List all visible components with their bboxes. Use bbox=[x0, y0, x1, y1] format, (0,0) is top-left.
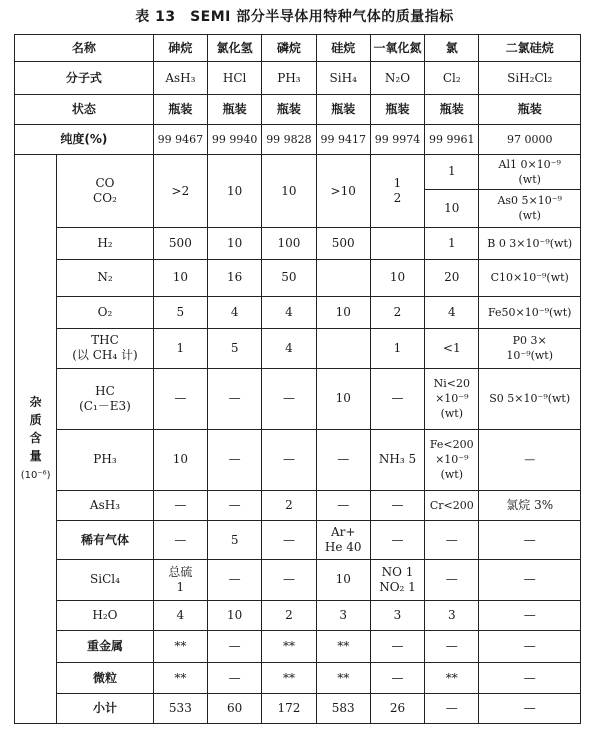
state-cell: 瓶装 bbox=[153, 95, 207, 125]
cell: 5 bbox=[153, 296, 207, 329]
subtotal-row bbox=[15, 694, 581, 724]
state-cell: 瓶装 bbox=[479, 95, 581, 125]
header-row bbox=[15, 35, 581, 62]
table-title: 表 13 SEMI 部分半导体用特种气体的质量指标 bbox=[135, 9, 454, 25]
cell: 4 bbox=[262, 296, 316, 329]
cell: 2 bbox=[370, 296, 424, 329]
formula-cell: HCl bbox=[208, 62, 262, 95]
row-label: 微粒 bbox=[57, 662, 154, 694]
cell: — bbox=[153, 521, 207, 560]
impurity-group-label bbox=[15, 155, 57, 724]
cell: 500 bbox=[153, 228, 207, 260]
state-cell: 瓶装 bbox=[262, 95, 316, 125]
cell: — bbox=[479, 429, 581, 490]
cell: 10 bbox=[153, 259, 207, 296]
cell: — bbox=[370, 368, 424, 429]
cell: — bbox=[479, 694, 581, 724]
cell: — bbox=[262, 521, 316, 560]
cell: 4 bbox=[425, 296, 479, 329]
cell: — bbox=[262, 368, 316, 429]
cell: Cr<200 bbox=[425, 490, 479, 521]
header-gas: 氯 bbox=[425, 35, 479, 62]
cell: 3 bbox=[425, 600, 479, 631]
row-label: HC (C₁－E3) bbox=[57, 368, 154, 429]
cell: — bbox=[208, 368, 262, 429]
cell: — bbox=[262, 429, 316, 490]
row-label: H₂ bbox=[57, 228, 154, 260]
cell: 26 bbox=[370, 694, 424, 724]
co-phosphine: 10 bbox=[262, 155, 316, 228]
row-label: AsH₃ bbox=[57, 490, 154, 521]
row-label: N₂ bbox=[57, 259, 154, 296]
cell: ** bbox=[262, 662, 316, 694]
purity-cell: 99 9828 bbox=[262, 124, 316, 155]
cell: — bbox=[153, 368, 207, 429]
header-gas: 砷烷 bbox=[153, 35, 207, 62]
formula-cell: N₂O bbox=[370, 62, 424, 95]
cell: ** bbox=[262, 631, 316, 663]
cell: 10 bbox=[208, 600, 262, 631]
impurity-group-unit: (10⁻⁶) bbox=[20, 470, 51, 482]
cell: Fe<200 ×10⁻⁹ (wt) bbox=[425, 429, 479, 490]
n2-row bbox=[15, 259, 581, 296]
cell: — bbox=[425, 560, 479, 601]
cell: B 0 3×10⁻⁹(wt) bbox=[479, 228, 581, 260]
row-label: SiCl₄ bbox=[57, 560, 154, 601]
cell: 10 bbox=[208, 228, 262, 260]
purity-cell: 99 9467 bbox=[153, 124, 207, 155]
cell: — bbox=[479, 662, 581, 694]
cell: 2 bbox=[262, 490, 316, 521]
h2o-row bbox=[15, 600, 581, 631]
cell: 氯烷 3% bbox=[479, 490, 581, 521]
state-row bbox=[15, 95, 581, 125]
co-chlorine: 1 bbox=[425, 155, 479, 190]
row-label: H₂O bbox=[57, 600, 154, 631]
cell: — bbox=[208, 662, 262, 694]
cell: 100 bbox=[262, 228, 316, 260]
row-label: 重金属 bbox=[57, 631, 154, 663]
cell: — bbox=[316, 490, 370, 521]
header-gas: 一氧化氮 bbox=[370, 35, 424, 62]
purity-label: 纯度(%) bbox=[15, 124, 154, 155]
cell: 16 bbox=[208, 259, 262, 296]
cell: 50 bbox=[262, 259, 316, 296]
header-gas: 磷烷 bbox=[262, 35, 316, 62]
row-label: O₂ bbox=[57, 296, 154, 329]
co-silane: >10 bbox=[316, 155, 370, 228]
cell: 1 bbox=[370, 329, 424, 369]
cell: Ni<20 ×10⁻⁹ (wt) bbox=[425, 368, 479, 429]
co2-dcs: As0 5×10⁻⁹ (wt) bbox=[479, 189, 581, 228]
gas-quality-table bbox=[14, 34, 581, 724]
cell: — bbox=[316, 429, 370, 490]
cell: 3 bbox=[370, 600, 424, 631]
cell: — bbox=[208, 560, 262, 601]
cell: 1 bbox=[153, 329, 207, 369]
cell: ** bbox=[153, 631, 207, 663]
cell: 10 bbox=[316, 296, 370, 329]
co-no: 1 2 bbox=[370, 155, 424, 228]
cell: P0 3× 10⁻⁹(wt) bbox=[479, 329, 581, 369]
cell: — bbox=[479, 600, 581, 631]
co-arsine: >2 bbox=[153, 155, 207, 228]
cell: — bbox=[479, 521, 581, 560]
rare-gas-row bbox=[15, 521, 581, 560]
cell: 10 bbox=[153, 429, 207, 490]
cell: — bbox=[425, 694, 479, 724]
co2-chlorine: 10 bbox=[425, 189, 479, 228]
cell: — bbox=[208, 631, 262, 663]
o2-row bbox=[15, 296, 581, 329]
header-name-label: 名称 bbox=[15, 35, 154, 62]
row-label: PH₃ bbox=[57, 429, 154, 490]
header-gas: 硅烷 bbox=[316, 35, 370, 62]
cell: 4 bbox=[153, 600, 207, 631]
cell bbox=[316, 259, 370, 296]
cell: Fe50×10⁻⁹(wt) bbox=[479, 296, 581, 329]
cell: Ar+ He 40 bbox=[316, 521, 370, 560]
cell: 5 bbox=[208, 521, 262, 560]
cell: 500 bbox=[316, 228, 370, 260]
heavy-metal-row bbox=[15, 631, 581, 663]
cell: ** bbox=[316, 662, 370, 694]
formula-cell: PH₃ bbox=[262, 62, 316, 95]
co-label: CO CO₂ bbox=[57, 155, 154, 228]
cell: 5 bbox=[208, 329, 262, 369]
formula-cell: SiH₂Cl₂ bbox=[479, 62, 581, 95]
state-cell: 瓶装 bbox=[208, 95, 262, 125]
formula-cell: SiH₄ bbox=[316, 62, 370, 95]
purity-cell: 99 9974 bbox=[370, 124, 424, 155]
cell: — bbox=[208, 429, 262, 490]
cell: — bbox=[370, 490, 424, 521]
purity-row bbox=[15, 124, 581, 155]
cell: 10 bbox=[370, 259, 424, 296]
ash3-row bbox=[15, 490, 581, 521]
cell: 533 bbox=[153, 694, 207, 724]
hc-row bbox=[15, 368, 581, 429]
particle-row bbox=[15, 662, 581, 694]
cell: ** bbox=[316, 631, 370, 663]
header-gas: 二氯硅烷 bbox=[479, 35, 581, 62]
cell: 1 bbox=[425, 228, 479, 260]
cell: — bbox=[425, 521, 479, 560]
cell: — bbox=[425, 631, 479, 663]
cell: — bbox=[479, 631, 581, 663]
cell: S0 5×10⁻⁹(wt) bbox=[479, 368, 581, 429]
cell: 4 bbox=[262, 329, 316, 369]
cell: 20 bbox=[425, 259, 479, 296]
formula-cell: AsH₃ bbox=[153, 62, 207, 95]
cell: NH₃ 5 bbox=[370, 429, 424, 490]
cell: — bbox=[153, 490, 207, 521]
co-row bbox=[15, 155, 581, 190]
purity-cell: 99 9961 bbox=[425, 124, 479, 155]
purity-cell: 99 9940 bbox=[208, 124, 262, 155]
cell: C10×10⁻⁹(wt) bbox=[479, 259, 581, 296]
cell: — bbox=[370, 631, 424, 663]
cell: 60 bbox=[208, 694, 262, 724]
cell: 10 bbox=[316, 560, 370, 601]
row-label: THC (以 CH₄ 计) bbox=[57, 329, 154, 369]
co-hcl: 10 bbox=[208, 155, 262, 228]
cell bbox=[370, 228, 424, 260]
cell: <1 bbox=[425, 329, 479, 369]
purity-cell: 99 9417 bbox=[316, 124, 370, 155]
cell: 4 bbox=[208, 296, 262, 329]
cell: — bbox=[208, 490, 262, 521]
purity-cell: 97 0000 bbox=[479, 124, 581, 155]
cell: — bbox=[262, 560, 316, 601]
header-gas: 氯化氢 bbox=[208, 35, 262, 62]
cell: — bbox=[479, 560, 581, 601]
cell: 3 bbox=[316, 600, 370, 631]
state-cell: 瓶装 bbox=[370, 95, 424, 125]
state-label: 状态 bbox=[15, 95, 154, 125]
ph3-row bbox=[15, 429, 581, 490]
cell bbox=[316, 329, 370, 369]
cell: — bbox=[370, 521, 424, 560]
cell: 2 bbox=[262, 600, 316, 631]
cell: ** bbox=[425, 662, 479, 694]
sicl4-row bbox=[15, 560, 581, 601]
impurity-group-text: 杂 质 含 量 bbox=[29, 395, 42, 464]
h2-row bbox=[15, 228, 581, 260]
state-cell: 瓶装 bbox=[316, 95, 370, 125]
cell: — bbox=[370, 662, 424, 694]
formula-cell: Cl₂ bbox=[425, 62, 479, 95]
cell: 总硫 1 bbox=[153, 560, 207, 601]
thc-row bbox=[15, 329, 581, 369]
cell: 583 bbox=[316, 694, 370, 724]
row-label: 小计 bbox=[57, 694, 154, 724]
cell: 172 bbox=[262, 694, 316, 724]
cell: ** bbox=[153, 662, 207, 694]
co-dcs: Al1 0×10⁻⁹ (wt) bbox=[479, 155, 581, 190]
cell: 10 bbox=[316, 368, 370, 429]
state-cell: 瓶装 bbox=[425, 95, 479, 125]
cell: NO 1 NO₂ 1 bbox=[370, 560, 424, 601]
row-label: 稀有气体 bbox=[57, 521, 154, 560]
formula-row bbox=[15, 62, 581, 95]
formula-label: 分子式 bbox=[15, 62, 154, 95]
